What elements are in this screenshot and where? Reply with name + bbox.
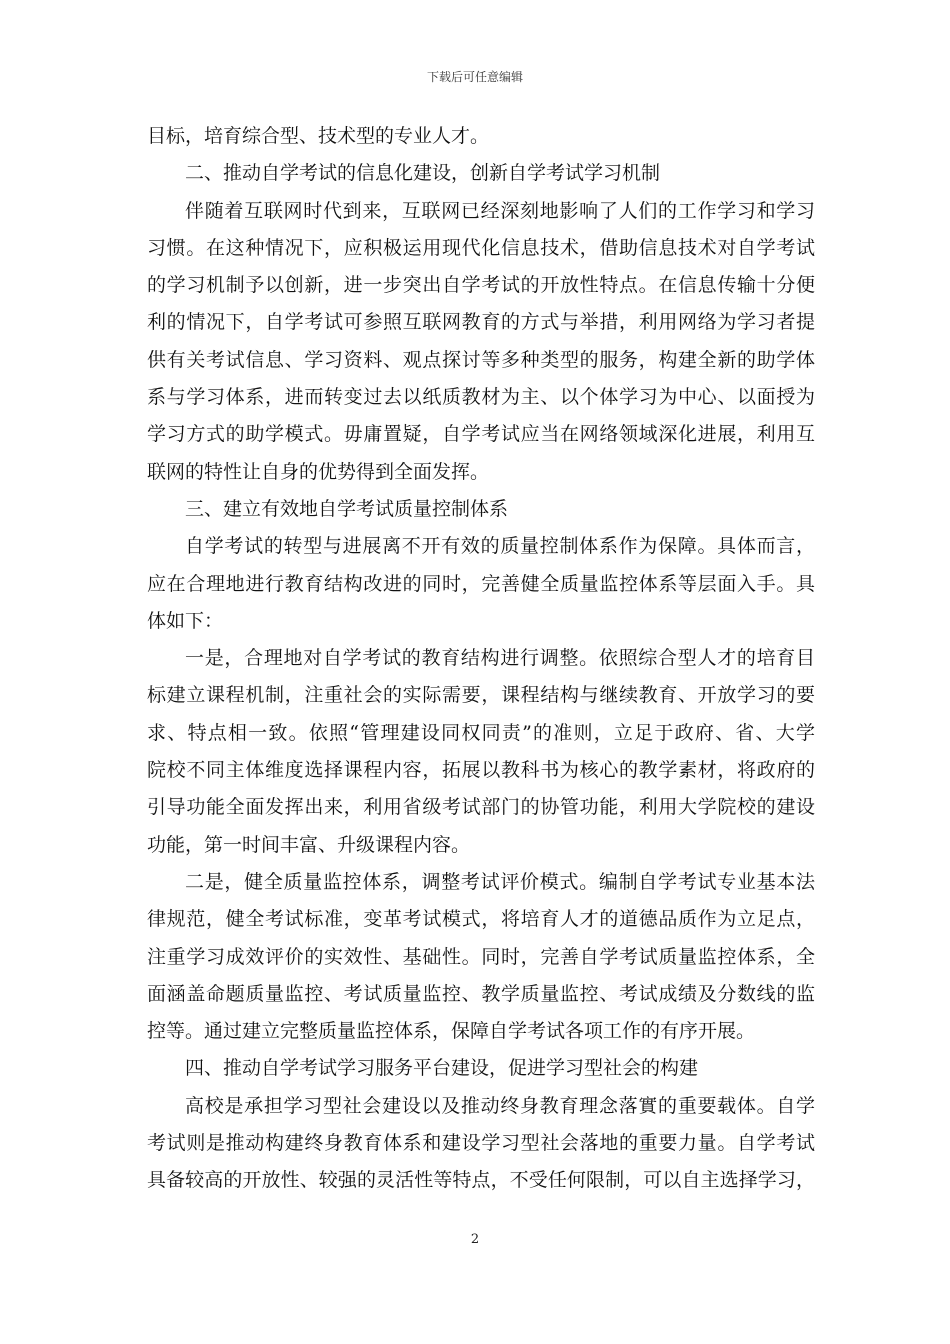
text-line: 习惯。在这种情况下，应积极运用现代化信息技术，借助信息技术对自学考试 bbox=[147, 236, 815, 259]
text-line: 面涵盖命题质量监控、考试质量监控、教学质量监控、考试成绩及分数线的监 bbox=[147, 982, 815, 1005]
text-line: 供有关考试信息、学习资料、观点探讨等多种类型的服务，构建全新的助学体 bbox=[147, 348, 815, 371]
text-line: 具备较高的开放性、较强的灵活性等特点，不受任何限制，可以自主选择学习， bbox=[147, 1169, 815, 1192]
text-line: 二、推动自学考试的信息化建设，创新自学考试学习机制 bbox=[185, 162, 661, 185]
text-line: 一是，合理地对自学考试的教育结构进行调整。依照综合型人才的培育目 bbox=[185, 647, 815, 670]
text-line: 高校是承担学习型社会建设以及推动终身教育理念落實的重要载体。自学 bbox=[185, 1094, 815, 1117]
text-line: 律规范，健全考试标准，变革考试模式，将培育人才的道德品质作为立足点， bbox=[147, 908, 815, 931]
text-line: 利的情况下，自学考试可参照互联网教育的方式与举措，利用网络为学习者提 bbox=[147, 311, 815, 334]
text-line: 三、建立有效地自学考试质量控制体系 bbox=[185, 497, 509, 520]
text-line: 求、特点相一致。依照“管理建设同权同责”的准则，立足于政府、省、大学 bbox=[147, 721, 815, 744]
text-line: 联网的特性让自身的优势得到全面发挥。 bbox=[147, 460, 490, 483]
text-line: 四、推动自学考试学习服务平台建设，促进学习型社会的构建 bbox=[185, 1057, 699, 1080]
text-line: 控等。通过建立完整质量监控体系，保障自学考试各项工作的有序开展。 bbox=[147, 1020, 756, 1043]
text-line: 应在合理地进行教育结构改进的同时，完善健全质量监控体系等层面入手。具 bbox=[147, 572, 815, 595]
page-number: 2 bbox=[470, 1232, 480, 1247]
text-line: 院校不同主体维度选择课程内容，拓展以教科书为核心的教学素材，将政府的 bbox=[147, 759, 815, 782]
text-line: 体如下： bbox=[147, 609, 224, 632]
text-line: 二是，健全质量监控体系，调整考试评价模式。编制自学考试专业基本法 bbox=[185, 870, 815, 893]
text-line: 引导功能全面发挥出来，利用省级考试部门的协管功能，利用大学院校的建设 bbox=[147, 796, 815, 819]
text-line: 伴随着互联网时代到来，互联网已经深刻地影响了人们的工作学习和学习 bbox=[185, 199, 815, 222]
text-line: 注重学习成效评价的实效性、基础性。同时，完善自学考试质量监控体系，全 bbox=[147, 945, 815, 968]
text-line: 功能，第一时间丰富、升级课程内容。 bbox=[147, 833, 471, 856]
text-line: 目标，培育综合型、技术型的专业人才。 bbox=[147, 125, 490, 147]
document-body bbox=[147, 118, 815, 1200]
text-line: 自学考试的转型与进展离不开有效的质量控制体系作为保障。具体而言， bbox=[185, 535, 815, 558]
text-line: 的学习机制予以创新，进一步突出自学考试的开放性特点。在信息传输十分便 bbox=[147, 274, 815, 297]
text-line: 系与学习体系，进而转变过去以纸质教材为主、以个体学习为中心、以面授为 bbox=[147, 386, 815, 409]
text-line: 学习方式的助学模式。毋庸置疑，自学考试应当在网络领域深化进展，利用互 bbox=[147, 423, 815, 446]
text-line: 标建立课程机制，注重社会的实际需要，课程结构与继续教育、开放学习的要 bbox=[147, 684, 815, 707]
page-header: 下载后可任意编辑 bbox=[426, 70, 523, 84]
text-line: 考试则是推动构建终身教育体系和建设学习型社会落地的重要力量。自学考试 bbox=[147, 1132, 815, 1155]
